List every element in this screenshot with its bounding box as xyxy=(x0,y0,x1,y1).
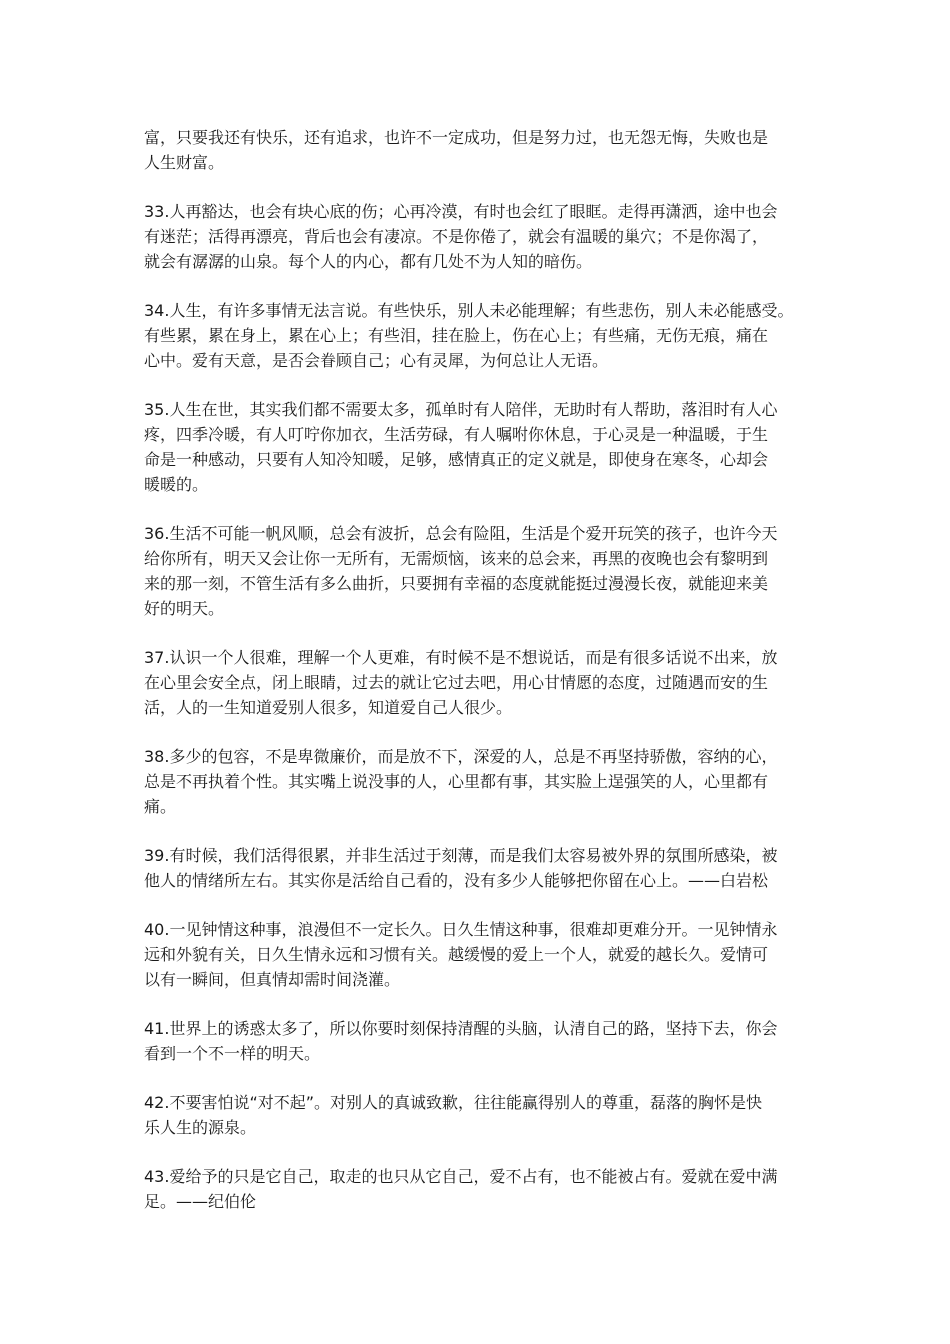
paragraph-38: 38.多少的包容，不是卑微廉价，而是放不下，深爱的人，总是不再坚持骄傲，容纳的心， 总是不再执着个性。其实嘴上说没事的人，心里都有事，其实脸上逞强笑的人，心里都有 痛。 xyxy=(144,747,778,816)
paragraph-35: 35.人生在世，其实我们都不需要太多，孤单时有人陪伴，无助时有人帮助，落泪时有人心 疼，四季冷暖，有人叮咛你加衣，生活劳碌，有人嘱咐你休息，于心灵是一种温暖，于生 命是一种感动，只要有人知冷知暖，足够，感情真正的定义就是，即使身在寒冬，心却会 暖暖的。 xyxy=(144,400,778,494)
paragraph-34: 34.人生，有许多事情无法言说。有些快乐，别人未必能理解；有些悲伤，别人未必能感受。 有些累，累在身上，累在心上；有些泪，挂在脸上，伤在心上；有些痛，无伤无痕，痛在 心中。爱有天意，是否会眷顾自己；心有灵犀，为何总让人无语。 xyxy=(144,301,794,370)
paragraph-41: 41.世界上的诱惑太多了，所以你要时刻保持清醒的头脑，认清自己的路，坚持下去，你会 看到一个不一样的明天。 xyxy=(144,1019,778,1063)
paragraph-40: 40.一见钟情这种事，浪漫但不一定长久。日久生情这种事，很难却更难分开。一见钟情永 远和外貌有关，日久生情永远和习惯有关。越缓慢的爱上一个人，就爱的越长久。爱情可 以有一瞬间，但真情却需时间浇灌。 xyxy=(144,920,778,989)
paragraph-continuation: 富，只要我还有快乐，还有追求，也许不一定成功，但是努力过，也无怨无悔，失败也是 人生财富。 xyxy=(144,128,769,172)
paragraph-42: 42.不要害怕说“对不起”。对别人的真诚致歉，往往能赢得别人的尊重，磊落的胸怀是快 乐人生的源泉。 xyxy=(144,1093,763,1137)
paragraph-37: 37.认识一个人很难，理解一个人更难，有时候不是不想说话，而是有很多话说不出来，放 在心里会安全点，闭上眼睛，过去的就让它过去吧，用心甘情愿的态度，过随遇而安的生 活，人的一生知道爱别人很多，知道爱自己人很少。 xyxy=(144,648,778,717)
paragraph-33: 33.人再豁达，也会有块心底的伤；心再冷漠，有时也会红了眼眶。走得再潇洒，途中也会 有迷茫；活得再漂亮，背后也会有凄凉。不是你倦了，就会有温暖的巢穴；不是你渴了， 就会有潺潺的山泉。每个人的内心，都有几处不为人知的暗伤。 xyxy=(144,202,778,271)
paragraph-39: 39.有时候，我们活得很累，并非生活过于刻薄，而是我们太容易被外界的氛围所感染，被 他人的情绪所左右。其实你是活给自己看的，没有多少人能够把你留在心上。——白岩松 xyxy=(144,846,778,890)
paragraph-36: 36.生活不可能一帆风顺，总会有波折，总会有险阻，生活是个爱开玩笑的孩子，也许今天 给你所有，明天又会让你一无所有，无需烦恼，该来的总会来，再黑的夜晚也会有黎明到 来的那一刻，不管生活有多么曲折，只要拥有幸福的态度就能挺过漫漫长夜，就能迎来美 好的明天。 xyxy=(144,524,778,618)
paragraph-43: 43.爱给予的只是它自己，取走的也只从它自己，爱不占有，也不能被占有。爱就在爱中满 足。——纪伯伦 xyxy=(144,1167,778,1211)
document-body xyxy=(144,125,820,1238)
